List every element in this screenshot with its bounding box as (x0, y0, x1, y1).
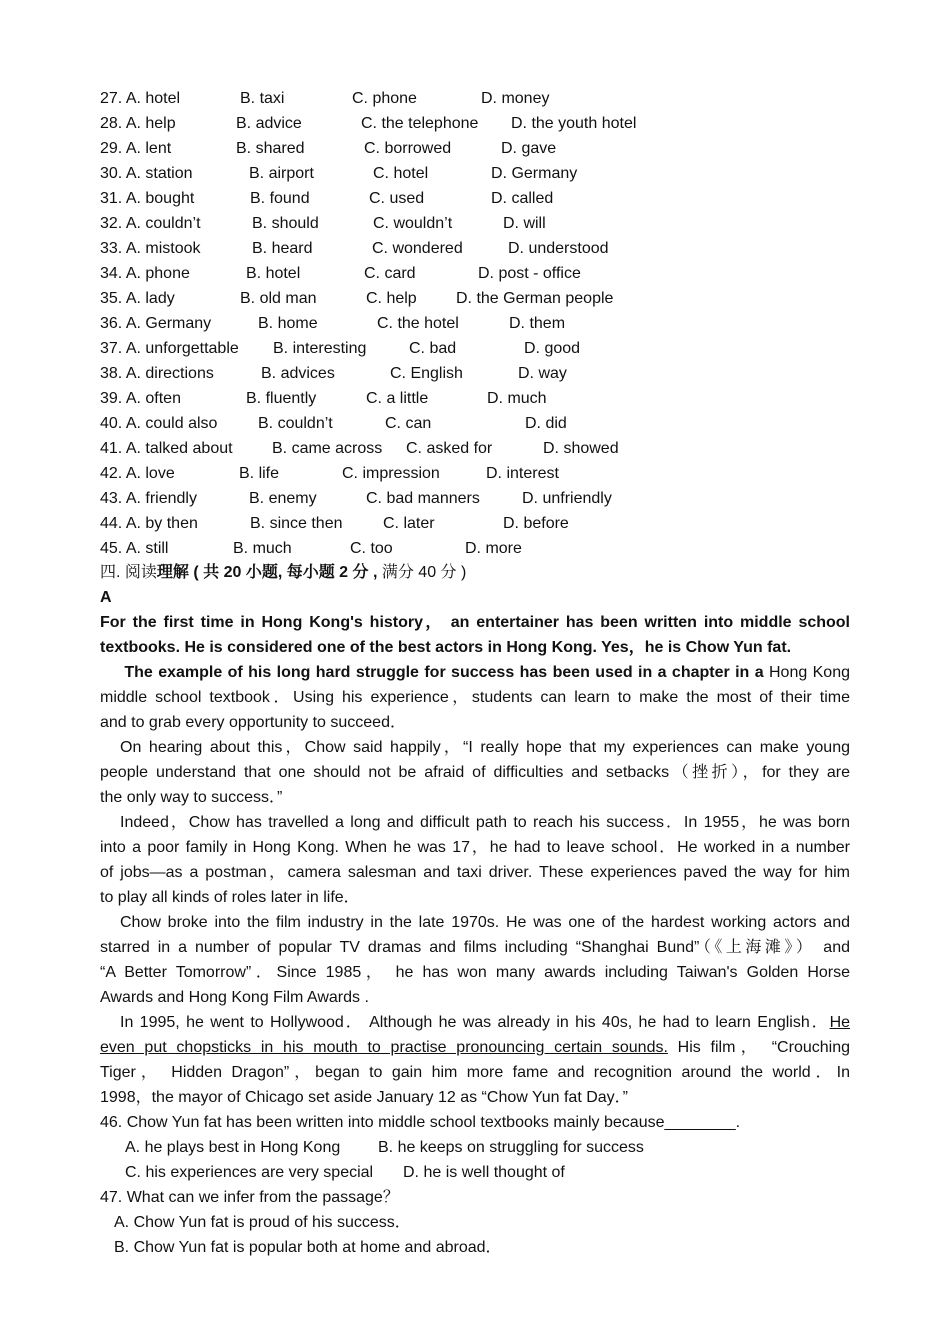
cloze-option-a (100, 111, 176, 136)
cloze-option-a (100, 511, 198, 536)
cloze-option-a (100, 361, 214, 386)
cloze-question-number: 40. (100, 415, 123, 432)
cloze-option-d: D. good (524, 340, 581, 357)
cloze-option-a (100, 236, 201, 261)
cloze-option-a (100, 536, 168, 561)
cloze-option-a-text: A. lady (125, 290, 175, 307)
cloze-option-a-text: A. lent (125, 140, 172, 157)
cloze-option-c: C. impression (342, 465, 440, 482)
cloze-option-b: B. hotel (246, 265, 301, 282)
passage-p3-text1: On hearing about this，Chow said happily，“I really hope that my experiences can make young (120, 739, 851, 756)
cloze-option-c: C. the telephone (361, 115, 479, 132)
cloze-option-b: B. life (239, 465, 280, 482)
passage-p4-line2: into a poor family in Hong Kong. When he was 17，he had to leave school．He worked in a number (100, 839, 850, 856)
cloze-option-d: D. gave (501, 140, 557, 157)
cloze-option-a-text: A. Germany (125, 315, 212, 332)
cloze-question-number: 35. (100, 290, 123, 307)
cloze-option-b: B. came across (272, 440, 383, 457)
cloze-option-a (100, 311, 211, 336)
question-46: 46. Chow Yun fat has been written into middle school textbooks mainly because________. (100, 1114, 741, 1131)
cloze-option-c: C. can (385, 415, 432, 432)
cloze-option-a (100, 186, 194, 211)
cloze-question-number: 33. (100, 240, 123, 257)
cloze-option-a-text: A. help (125, 115, 176, 132)
cloze-option-a-text: A. mistook (125, 240, 201, 257)
cloze-option-a (100, 161, 193, 186)
cloze-question-number: 38. (100, 365, 123, 382)
passage-p4-text1: Indeed，Chow has travelled a long and difficult path to reach his success．In 1955，he was born (120, 814, 851, 831)
passage-p1-line1: For the first time in Hong Kong's history， an entertainer has been written into middle school (100, 614, 850, 631)
cloze-option-c: C. hotel (373, 165, 429, 182)
cloze-question-number: 45. (100, 540, 123, 557)
cloze-option-c: C. card (364, 265, 416, 282)
cloze-option-d: D. Germany (491, 165, 578, 182)
question-47-option-a: A. Chow Yun fat is proud of his success． (114, 1214, 411, 1231)
cloze-option-b: B. interesting (273, 340, 367, 357)
cloze-question-number: 42. (100, 465, 123, 482)
cloze-option-d: D. understood (508, 240, 609, 257)
cloze-option-d: D. unfriendly (522, 490, 612, 507)
cloze-option-a (100, 136, 171, 161)
cloze-option-d: D. will (503, 215, 546, 232)
cloze-option-c: C. wouldn’t (373, 215, 453, 232)
cloze-option-a-text: A. could also (125, 415, 218, 432)
passage-p6-line2 (100, 1035, 850, 1060)
cloze-option-d: D. money (481, 90, 550, 107)
question-47-option-b: B. Chow Yun fat is popular both at home and abroad． (114, 1239, 502, 1256)
question-46-option-a: A. he plays best in Hong Kong (125, 1139, 341, 1156)
cloze-question-number: 37. (100, 340, 123, 357)
cloze-option-c: C. too (350, 540, 393, 557)
cloze-option-a-text: A. talked about (125, 440, 233, 457)
cloze-option-b: B. home (258, 315, 318, 332)
passage-p2-rest: Hong Kong (769, 664, 851, 681)
cloze-option-d: D. the youth hotel (511, 115, 637, 132)
cloze-option-b: B. since then (250, 515, 343, 532)
cloze-option-c: C. bad manners (366, 490, 480, 507)
passage-p5-line1 (100, 910, 850, 935)
cloze-option-a (100, 336, 239, 361)
cloze-option-a (100, 211, 201, 236)
cloze-option-d: D. the German people (456, 290, 614, 307)
cloze-option-a (100, 286, 175, 311)
cloze-option-d: D. interest (486, 465, 559, 482)
cloze-option-d: D. post - office (478, 265, 581, 282)
passage-p4-line4: to play all kinds of roles later in life． (100, 889, 360, 906)
cloze-question-number: 28. (100, 115, 123, 132)
passage-p6-line1 (100, 1010, 850, 1035)
section-heading-part3: 满分 40 分 ) (381, 564, 467, 581)
cloze-option-a-text: A. friendly (125, 490, 197, 507)
passage-p6-text1: In 1995, he went to Hollywood． Although he was already in his 40s, he had to learn English． (120, 1014, 830, 1031)
passage-p5-text1: Chow broke into the film industry in the late 1970s. He was one of the hardest working actors and (120, 914, 850, 931)
cloze-option-d: D. showed (543, 440, 619, 457)
cloze-question-number: 39. (100, 390, 123, 407)
cloze-option-a-text: A. often (125, 390, 181, 407)
cloze-option-d: D. way (518, 365, 567, 382)
passage-p6-underlined-sentence: even put chopsticks in his mouth to practise pronouncing certain sounds. (100, 1039, 668, 1056)
cloze-option-c: C. the hotel (377, 315, 459, 332)
passage-p5-line2: starred in a number of popular TV dramas and films including “Shanghai Bund”（《上海滩》） and (100, 939, 850, 956)
cloze-option-c: C. a little (366, 390, 429, 407)
cloze-option-a-text: A. love (125, 465, 175, 482)
section-heading-part1: 四. 阅读 (100, 564, 157, 581)
cloze-option-c: C. phone (352, 90, 417, 107)
cloze-option-d: D. called (491, 190, 554, 207)
passage-p3-line3: the only way to success．” (100, 789, 283, 806)
cloze-option-a (100, 461, 175, 486)
cloze-option-b: B. airport (249, 165, 314, 182)
cloze-question-number: 34. (100, 265, 123, 282)
cloze-question-number: 31. (100, 190, 123, 207)
cloze-option-b: B. fluently (246, 390, 317, 407)
cloze-option-a-text: A. by then (125, 515, 198, 532)
cloze-option-a-text: A. bought (125, 190, 195, 207)
cloze-question-number: 36. (100, 315, 123, 332)
passage-letter: A (100, 589, 112, 606)
passage-p3-line2: people understand that one should not be afraid of difficulties and setbacks（挫折），for they are (100, 764, 850, 781)
cloze-question-number: 30. (100, 165, 123, 182)
passage-p1-line2: textbooks. He is considered one of the best actors in Hong Kong. Yes，he is Chow Yun fat. (100, 639, 792, 656)
cloze-option-a (100, 411, 217, 436)
section-heading-part2: 理解 ( 共 20 小题, 每小题 2 分 , (156, 564, 382, 581)
cloze-option-c: C. English (390, 365, 463, 382)
passage-p4-line1 (100, 810, 850, 835)
cloze-option-b: B. much (233, 540, 292, 557)
cloze-option-a (100, 261, 190, 286)
cloze-option-a-text: A. unforgettable (125, 340, 239, 357)
passage-p2-line2: middle school textbook．Using his experience，students can learn to make the most of their time (100, 689, 850, 706)
passage-p2-line3: and to grab every opportunity to succeed． (100, 714, 406, 731)
cloze-option-d: D. more (465, 540, 522, 557)
cloze-option-c: C. used (369, 190, 425, 207)
cloze-option-b: B. taxi (240, 90, 285, 107)
cloze-option-a-text: A. hotel (125, 90, 181, 107)
cloze-option-b: B. enemy (249, 490, 317, 507)
cloze-option-c: C. asked for (406, 440, 493, 457)
cloze-option-b: B. old man (240, 290, 317, 307)
cloze-option-c: C. wondered (372, 240, 463, 257)
question-46-option-d: D. he is well thought of (403, 1164, 565, 1181)
cloze-option-a-text: A. couldn’t (125, 215, 201, 232)
passage-p2-line1 (100, 660, 850, 685)
passage-p6-underlined-start: He (829, 1014, 851, 1031)
cloze-option-d: D. much (487, 390, 547, 407)
cloze-option-d: D. did (525, 415, 567, 432)
cloze-option-b: B. heard (252, 240, 313, 257)
cloze-option-c: C. later (383, 515, 435, 532)
cloze-option-c: C. help (366, 290, 417, 307)
cloze-option-a-text: A. directions (125, 365, 214, 382)
cloze-option-a (100, 436, 233, 461)
cloze-question-number: 27. (100, 90, 123, 107)
cloze-option-a (100, 86, 180, 111)
passage-p6-line3: Tiger， Hidden Dragon”，began to gain him more fame and recognition around the world．In (100, 1064, 850, 1081)
cloze-option-b: B. advice (236, 115, 302, 132)
question-46-option-c: C. his experiences are very special (125, 1164, 374, 1181)
cloze-question-number: 41. (100, 440, 123, 457)
cloze-option-b: B. shared (236, 140, 305, 157)
cloze-option-d: D. before (503, 515, 569, 532)
cloze-option-d: D. them (509, 315, 566, 332)
question-47: 47. What can we infer from the passage？ (100, 1189, 399, 1206)
passage-p6-text2: His film， “Crouching (667, 1039, 850, 1056)
passage-p6-line4: 1998，the mayor of Chicago set aside January 12 as “Chow Yun fat Day．” (100, 1089, 628, 1106)
cloze-question-number: 32. (100, 215, 123, 232)
cloze-option-a (100, 386, 181, 411)
passage-p5-line3: “A Better Tomorrow”．Since 1985， he has won many awards including Taiwan's Golden Horse (100, 964, 851, 981)
question-46-option-b: B. he keeps on struggling for success (378, 1139, 644, 1156)
cloze-option-a-text: A. phone (125, 265, 190, 282)
passage-p3-line1 (100, 735, 850, 760)
cloze-option-c: C. bad (409, 340, 457, 357)
cloze-option-a-text: A. still (125, 540, 169, 557)
cloze-question-number: 43. (100, 490, 123, 507)
section-heading (100, 560, 850, 585)
cloze-option-c: C. borrowed (364, 140, 452, 157)
cloze-option-a (100, 486, 197, 511)
cloze-question-number: 29. (100, 140, 123, 157)
cloze-option-a-text: A. station (125, 165, 193, 182)
cloze-option-b: B. couldn’t (258, 415, 333, 432)
passage-p5-line4: Awards and Hong Kong Film Awards . (100, 989, 369, 1006)
passage-p4-line3: of jobs—as a postman，camera salesman and taxi driver. These experiences paved the way for him (100, 864, 850, 881)
cloze-option-b: B. advices (261, 365, 335, 382)
cloze-option-b: B. should (252, 215, 319, 232)
cloze-question-number: 44. (100, 515, 123, 532)
passage-p2-bold: The example of his long hard struggle for success has been used in a chapter in a (119, 664, 769, 681)
cloze-option-b: B. found (250, 190, 310, 207)
